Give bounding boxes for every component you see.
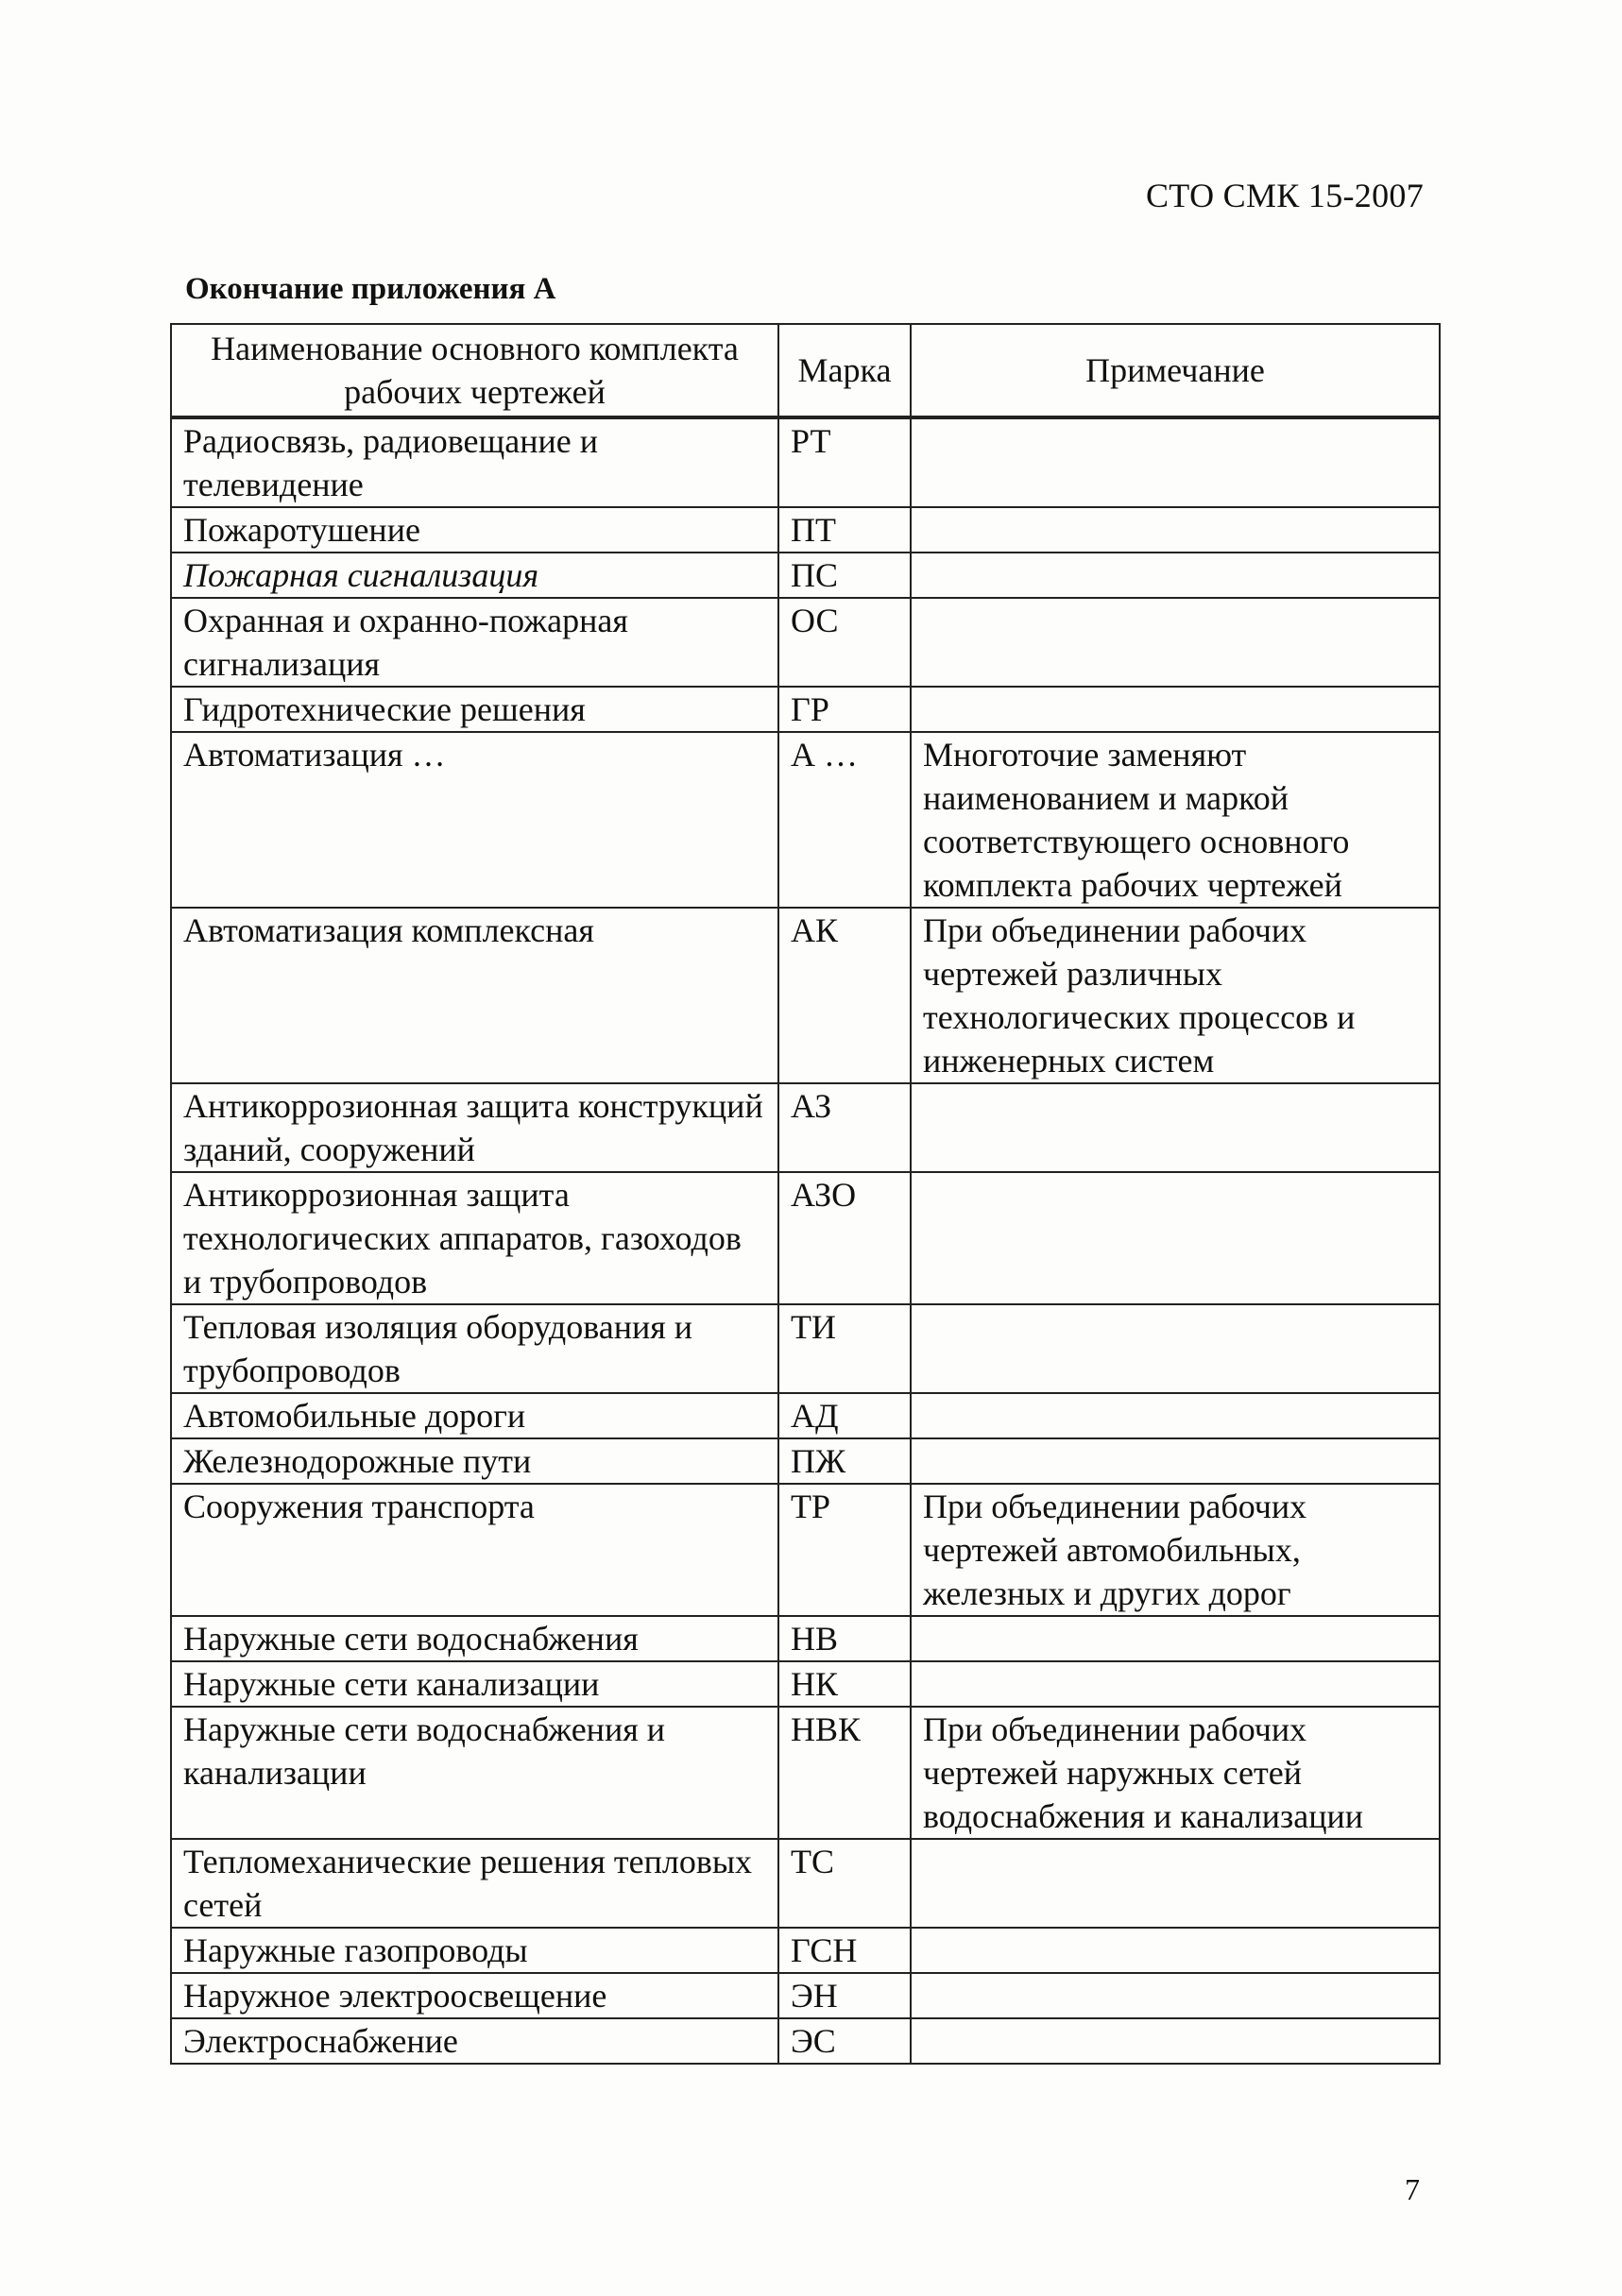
row-mark: ОС [778,598,911,687]
table-header-row [171,324,1440,417]
row-mark: ПС [778,553,911,598]
row-name: Радиосвязь, радиовещание и телевидение [171,417,778,507]
row-mark: ЭС [778,2018,911,2064]
row-note [911,1172,1440,1304]
row-mark: ПТ [778,507,911,553]
row-mark: АЗ [778,1083,911,1172]
row-note [911,1616,1440,1661]
row-note [911,1304,1440,1393]
table-row [171,1616,1440,1661]
table-row [171,1083,1440,1172]
appendix-title: Окончание приложения А [185,272,556,306]
row-mark: ТИ [778,1304,911,1393]
row-mark: НВ [778,1616,911,1661]
row-note [911,1928,1440,1973]
table-row [171,1928,1440,1973]
table-row [171,687,1440,732]
row-mark: АЗО [778,1172,911,1304]
table-row [171,1707,1440,1839]
row-note: При объединении рабочих чертежей автомобильных, железных и других дорог [911,1484,1440,1616]
table-row [171,908,1440,1083]
row-mark: ПЖ [778,1438,911,1484]
row-name: Пожарная сигнализация [171,553,778,598]
row-name: Наружное электроосвещение [171,1973,778,2018]
table-row [171,553,1440,598]
row-note [911,1083,1440,1172]
row-name: Наружные газопроводы [171,1928,778,1973]
row-mark: НВК [778,1707,911,1839]
table-row [171,507,1440,553]
row-note: При объединении рабочих чертежей различных технологических процессов и инженерных систем [911,908,1440,1083]
row-mark: ТС [778,1839,911,1928]
row-mark: ГР [778,687,911,732]
row-name: Электроснабжение [171,2018,778,2064]
row-name: Автомобильные дороги [171,1393,778,1438]
row-name: Охранная и охранно-пожарная сигнализация [171,598,778,687]
row-note [911,2018,1440,2064]
header-mark: Марка [778,324,911,417]
row-name: Сооружения транспорта [171,1484,778,1616]
row-name: Антикоррозионная защита технологических аппаратов, газоходов и трубопроводов [171,1172,778,1304]
table-row [171,1393,1440,1438]
row-note: При объединении рабочих чертежей наружных сетей водоснабжения и канализации [911,1707,1440,1839]
row-mark: А … [778,732,911,908]
row-note [911,687,1440,732]
row-name: Автоматизация комплексная [171,908,778,1083]
table-row [171,2018,1440,2064]
table-row [171,1839,1440,1928]
row-mark: АК [778,908,911,1083]
row-note [911,507,1440,553]
table-row [171,1172,1440,1304]
row-mark: ЭН [778,1973,911,2018]
header-note: Примечание [911,324,1440,417]
row-note [911,1438,1440,1484]
row-name: Тепловая изоляция оборудования и трубопроводов [171,1304,778,1393]
row-name: Тепломеханические решения тепловых сетей [171,1839,778,1928]
row-mark: ТР [778,1484,911,1616]
table-row [171,598,1440,687]
row-note [911,1661,1440,1707]
table-row [171,1438,1440,1484]
row-name: Железнодорожные пути [171,1438,778,1484]
row-note [911,1839,1440,1928]
row-mark: ГСН [778,1928,911,1973]
page-number: 7 [1405,2172,1420,2206]
table-row [171,1304,1440,1393]
table-row [171,417,1440,507]
header-name: Наименование основного комплекта рабочих чертежей [171,324,778,417]
row-mark: АД [778,1393,911,1438]
table-row [171,1973,1440,2018]
table-row [171,732,1440,908]
document-code: СТО СМК 15-2007 [1145,177,1424,214]
row-note [911,598,1440,687]
row-note [911,553,1440,598]
drawing-sets-table [170,323,1441,2065]
row-note [911,417,1440,507]
row-note [911,1973,1440,2018]
row-mark: НК [778,1661,911,1707]
row-name: Гидротехнические решения [171,687,778,732]
table-row [171,1484,1440,1616]
row-mark: РТ [778,417,911,507]
row-name: Наружные сети канализации [171,1661,778,1707]
row-name: Автоматизация … [171,732,778,908]
row-name: Пожаротушение [171,507,778,553]
row-note: Многоточие заменяют наименованием и маркой соответствующего основного комплекта рабочих чертежей [911,732,1440,908]
row-name: Антикоррозионная защита конструкций зданий, сооружений [171,1083,778,1172]
table-row [171,1661,1440,1707]
row-name: Наружные сети водоснабжения и канализации [171,1707,778,1839]
row-name: Наружные сети водоснабжения [171,1616,778,1661]
row-note [911,1393,1440,1438]
